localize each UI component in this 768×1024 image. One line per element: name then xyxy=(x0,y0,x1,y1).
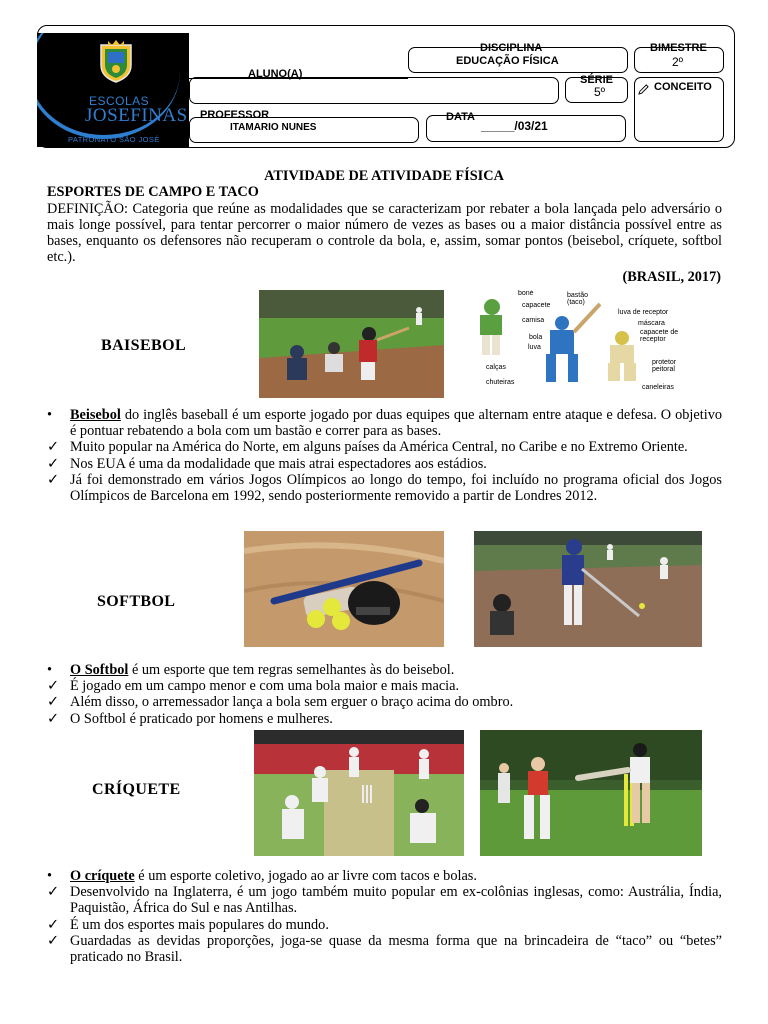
diagram-label: protetor peitoral xyxy=(652,359,677,373)
diagram-label: capacete de receptor xyxy=(640,329,679,343)
citation: (BRASIL, 2017) xyxy=(622,269,721,285)
diagram-label: luva xyxy=(528,344,541,351)
bullet-icon: • xyxy=(47,868,53,884)
lead-text: é um esporte que tem regras semelhantes às do beisebol. xyxy=(128,662,455,678)
bimestre-label: BIMESTRE xyxy=(650,42,707,54)
cricket-heading: CRÍQUETE xyxy=(92,781,181,798)
checkmark-icon: ✓ xyxy=(47,455,59,472)
baseball-heading: BAISEBOL xyxy=(101,337,187,354)
disciplina-value: EDUCAÇÃO FÍSICA xyxy=(456,55,559,67)
checkmark-icon: ✓ xyxy=(47,678,59,695)
item-text: É um dos esportes mais populares do mundo. xyxy=(70,916,329,933)
item-text: Muito popular na América do Norte, em alguns países da América Central, no Caribe e no Extremo Oriente. xyxy=(70,439,688,456)
softball-game-photo xyxy=(474,531,702,647)
list-item xyxy=(47,439,722,455)
diagram-label: calças xyxy=(486,364,506,371)
list-item xyxy=(47,933,722,965)
bullet-icon: • xyxy=(47,662,53,678)
checkmark-icon: ✓ xyxy=(47,932,59,949)
baseball-list xyxy=(47,407,722,504)
list-item xyxy=(47,694,722,710)
item-text: Desenvolvido na Inglaterra, é um jogo também muito popular em ex-colônias inglesas, como: Austrália, Índia, Paquistão, África do Sul e nas Antilhas. xyxy=(70,884,722,917)
item-text: Nos EUA é uma da modalidade que mais atrai espectadores aos estádios. xyxy=(70,455,487,472)
item-text: Além disso, o arremessador lança a bola sem erguer o braço acima do ombro. xyxy=(70,694,514,711)
bimestre-value: 2º xyxy=(672,55,684,69)
item-text: O Softbol é praticado por homens e mulheres. xyxy=(70,710,333,727)
list-item xyxy=(47,884,722,916)
diagram-label: bastão (taco) xyxy=(567,292,589,306)
item-text: Guardadas as devidas proporções, joga-se quase da mesma forma que na brincadeira de “taco” ou “betes” praticado no Brasil. xyxy=(70,932,722,966)
checkmark-icon: ✓ xyxy=(47,916,59,933)
serie-value: 5º xyxy=(594,85,606,99)
lead-term: Beisebol xyxy=(70,407,121,423)
diagram-label: máscara xyxy=(638,320,665,327)
diagram-label: bola xyxy=(529,334,543,341)
cricket-match-photo xyxy=(254,730,464,856)
list-item xyxy=(47,456,722,472)
softball-equipment-photo xyxy=(244,531,444,647)
professor-value: ITAMARIO NUNES xyxy=(230,122,317,133)
lead-text: é um esporte coletivo, jogado ao ar livre com tacos e bolas. xyxy=(134,868,477,884)
list-item xyxy=(47,711,722,727)
data-label: DATA xyxy=(446,111,475,123)
disciplina-label: DISCIPLINA xyxy=(480,42,543,54)
list-item xyxy=(47,917,722,933)
logo-line-1: ESCOLAS xyxy=(89,94,150,108)
aluno-label: ALUNO(A) xyxy=(248,68,303,80)
section-subtitle: ESPORTES DE CAMPO E TACO xyxy=(47,184,259,200)
baseball-photo xyxy=(259,290,444,398)
crest-icon xyxy=(98,39,134,83)
diagram-label: chuteiras xyxy=(486,379,515,386)
softball-list xyxy=(47,662,722,727)
list-item xyxy=(47,472,722,504)
item-text: É jogado em um campo menor e com uma bola maior e mais macia. xyxy=(70,678,460,695)
checkmark-icon: ✓ xyxy=(47,884,59,901)
list-item xyxy=(47,868,722,884)
bullet-icon: • xyxy=(47,407,53,423)
lead-text: do inglês baseball é um esporte jogado por duas equipes que alternam entre ataque e defesa. O objetivo é pontuar rebatendo a bola com um bastão e correr para as bases. xyxy=(70,407,722,440)
definition-text: DEFINIÇÃO: Categoria que reúne as modalidades que se caracterizam por rebater a bola lançada pelo adversário o mais longe possível, para tentar percorrer o maior número de vezes as bases ou a maior distância possível entre as bases, enquanto os defensores não recuperam o controle da bola, e, assim, somar pontos (beisebol, críquete, softbol etc.). xyxy=(47,201,722,265)
softball-heading: SOFTBOL xyxy=(97,593,176,610)
diagram-label: camisa xyxy=(522,317,545,324)
school-logo xyxy=(37,33,189,147)
diagram-label: capacete xyxy=(522,302,551,309)
baseball-diagram xyxy=(462,290,682,398)
checkmark-icon: ✓ xyxy=(47,471,59,488)
page-title: ATIVIDADE DE ATIVIDADE FÍSICA xyxy=(264,168,504,184)
professor-label: PROFESSOR xyxy=(200,109,270,121)
data-value: _____/03/21 xyxy=(481,119,548,133)
aluno-field[interactable] xyxy=(189,77,559,104)
diagram-label: boné xyxy=(518,290,534,297)
diagram-label: luva de receptor xyxy=(618,309,669,316)
checkmark-icon: ✓ xyxy=(47,694,59,711)
list-item xyxy=(47,662,722,678)
conceito-label: CONCEITO xyxy=(654,81,712,93)
logo-line-3: PATRONATO SÃO JOSÉ xyxy=(68,135,160,144)
serie-label: SÉRIE xyxy=(580,74,614,86)
checkmark-icon: ✓ xyxy=(47,710,59,727)
list-item xyxy=(47,678,722,694)
checkmark-icon: ✓ xyxy=(47,439,59,456)
list-item xyxy=(47,407,722,439)
cricket-kids-photo xyxy=(480,730,702,856)
pencil-icon xyxy=(638,84,649,95)
item-text: Já foi demonstrado em vários Jogos Olímpicos ao longo do tempo, foi incluído no programa oficial dos Jogos Olímpicos de Barcelona em 1992, sendo posteriormente removido a partir de Londres 2012. xyxy=(70,471,722,505)
cricket-list xyxy=(47,868,722,965)
lead-term: O Softbol xyxy=(70,662,129,678)
diagram-label: caneleiras xyxy=(642,384,674,391)
lead-term: O críquete xyxy=(70,868,135,884)
logo-line-2: JOSEFINAS xyxy=(85,105,188,126)
